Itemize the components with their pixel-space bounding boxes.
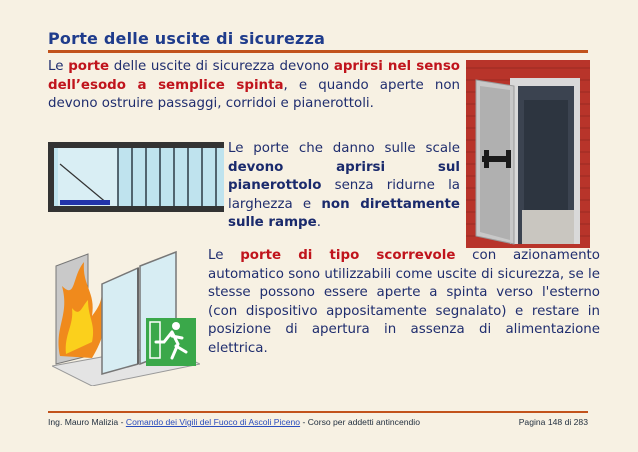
paragraph-door-opening	[48, 58, 460, 114]
p1-text-2: delle uscite di sicurezza devono	[109, 59, 334, 74]
footer-divider	[48, 411, 588, 413]
footer-credits	[48, 417, 420, 427]
p3-text-2: con azionamento automatico sono utilizzabili come uscite di sicurezza, se le stesse possono essere aperte a spinta verso l'esterno (con dispositivo appositamente segnalato) e restare in posizione di apertura in assenza di alimentazione elettrica.	[208, 248, 600, 356]
p1-bold-porte: porte	[68, 59, 110, 74]
page-number: Pagina 148 di 283	[518, 417, 588, 427]
p1-text-1: Le	[48, 59, 69, 74]
page-title: Porte delle uscite di sicurezza	[48, 29, 326, 48]
paragraph-sliding-doors	[208, 247, 600, 358]
page-footer	[48, 417, 588, 427]
p2-text-3: .	[316, 215, 321, 230]
sliding-door-fire-exit-pictogram	[52, 246, 200, 386]
paragraph-stair-doors	[228, 140, 460, 233]
p1-highlight: aprirsi nel senso dell’esodo a semplice spinta	[48, 59, 460, 93]
stair-landing-diagram	[48, 142, 224, 212]
p2-bold-1: devono aprirsi sul pianerottolo	[228, 159, 460, 193]
p1-text-3: , e quando aperte non devono ostruire passaggi, corridoi e pianerottoli.	[48, 77, 460, 111]
footer-author: Ing. Mauro Malizia	[48, 417, 119, 427]
footer-separator: -	[118, 417, 126, 427]
p3-text-1: Le	[208, 248, 241, 263]
emergency-door-photo	[466, 60, 590, 248]
p2-bold-2: non direttamente sulle rampe	[228, 196, 460, 230]
p2-text-2: senza ridurne la larghezza e	[228, 178, 460, 212]
p3-highlight: porte di tipo scorrevole	[240, 248, 456, 263]
p2-text-1: Le porte che danno sulle scale	[228, 141, 460, 156]
title-divider	[48, 50, 588, 53]
footer-link[interactable]: Comando dei Vigili del Fuoco di Ascoli Piceno	[125, 417, 301, 427]
footer-course: Corso per addetti antincendio	[307, 417, 420, 427]
footer-separator: -	[300, 417, 308, 427]
